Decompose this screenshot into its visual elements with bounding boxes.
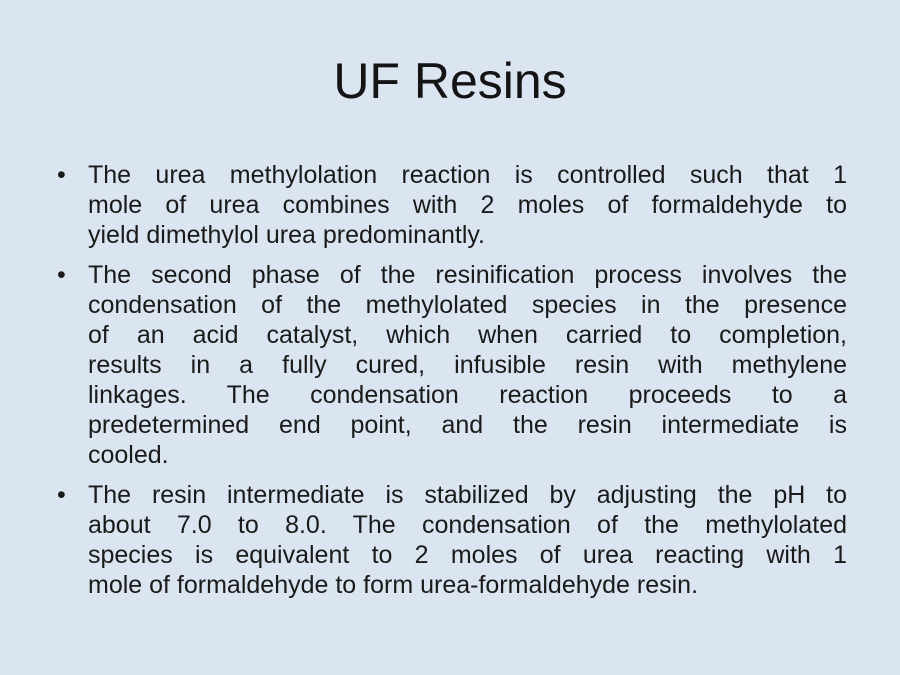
bullet-3-line-2: about 7.0 to 8.0. The condensation of the methylolated	[88, 511, 847, 539]
bullet-1-line-2: mole of urea combines with 2 moles of formaldehyde to	[88, 191, 847, 219]
bullet-1-line-1: The urea methylolation reaction is controlled such that 1	[88, 161, 847, 189]
bullet-2-line-4: results in a fully cured, infusible resin with methylene	[88, 351, 847, 379]
bullet-1-line-3: yield dimethylol urea predominantly.	[88, 221, 485, 249]
bullet-3-line-4: mole of formaldehyde to form urea-formaldehyde resin.	[88, 571, 699, 599]
bullet-2-line-1: The second phase of the resinification process involves the	[88, 261, 847, 289]
bullet-item-2	[55, 260, 847, 470]
bullet-3-line-1: The resin intermediate is stabilized by adjusting the pH to	[88, 481, 847, 509]
bullet-3-line-3: species is equivalent to 2 moles of urea reacting with 1	[88, 541, 847, 569]
bullet-marker-icon: •	[57, 161, 66, 189]
bullet-item-1	[55, 160, 847, 250]
bullet-2-line-5: linkages. The condensation reaction proceeds to a	[88, 381, 847, 409]
bullet-list	[55, 160, 847, 610]
bullet-item-3	[55, 480, 847, 600]
bullet-marker-icon: •	[57, 261, 66, 289]
bullet-2-line-2: condensation of the methylolated species in the presence	[88, 291, 847, 319]
bullet-2-line-6: predetermined end point, and the resin intermediate is	[88, 411, 847, 439]
slide-title: UF Resins	[333, 53, 567, 109]
bullet-marker-icon: •	[57, 481, 66, 509]
bullet-2-line-7: cooled.	[88, 441, 169, 469]
bullet-2-line-3: of an acid catalyst, which when carried to completion,	[88, 321, 847, 349]
